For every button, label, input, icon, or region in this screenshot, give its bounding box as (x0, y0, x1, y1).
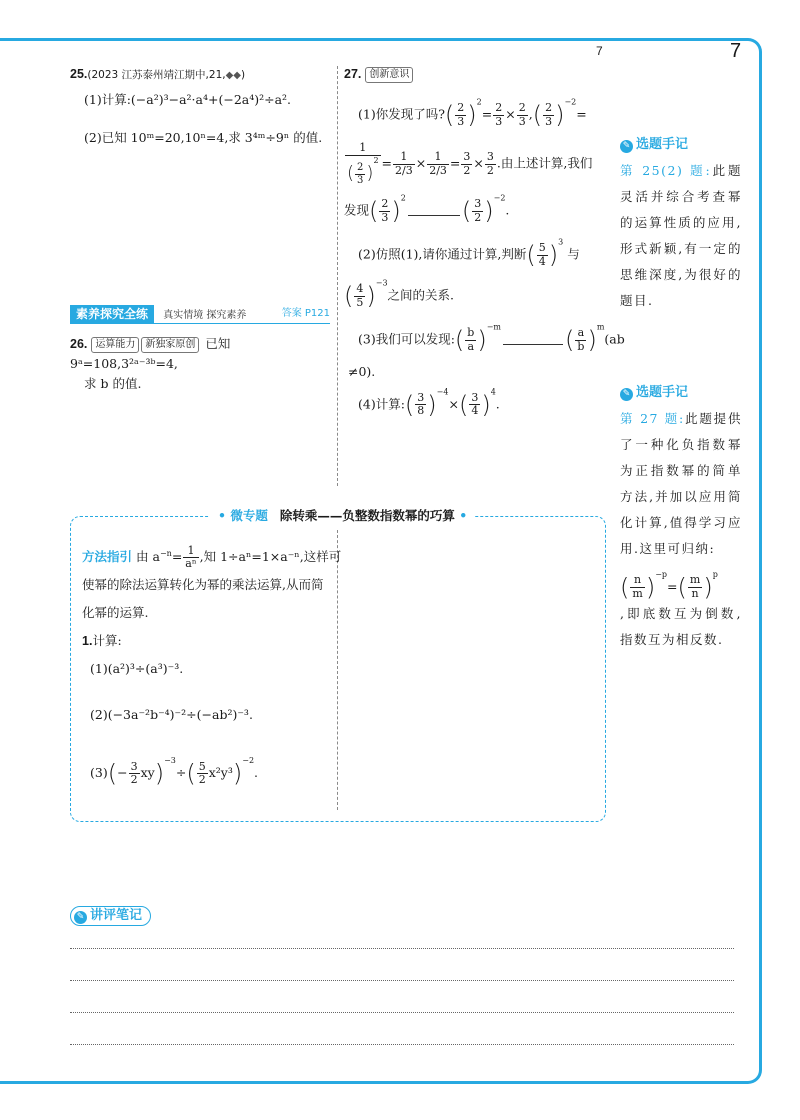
side-note-2 (620, 384, 742, 653)
section-banner (70, 305, 330, 323)
side-note-text: 此题灵活并综合考查幂的运算性质的应用,形式新颖,有一定的思维深度,为很好的题目. (620, 163, 742, 308)
micro-topic-heading: 除转乘——负整数指数幂的巧算 (279, 508, 455, 523)
question-25: 25.(2023 江苏泰州靖江期中,21,◆◆) (1)计算:(−a²)³−a²·a⁴+(−2a⁴)²÷a². (2)已知 10ᵐ=20,10ⁿ=4,求 3⁴ᵐ÷9ⁿ 的值. (70, 64, 332, 148)
skill-tag: 运算能力 (91, 337, 139, 353)
q27-part3-continued: ≠0). (348, 363, 376, 379)
question-number: 25. (70, 67, 88, 81)
q27-part1-conclusion: 发现( $\frac{2}{3}$ )$^2$ ( $\frac{3}{2}$ )$^{-2}$. (344, 193, 510, 226)
side-note-title: 选题手记 (636, 385, 689, 400)
q27-part2-continued: ( $\frac{4}{5}$ )$^{-3}$之间的关系. (344, 278, 455, 310)
question-26 (70, 334, 332, 394)
banner-underline (70, 323, 330, 324)
page-number: 7 (730, 40, 742, 62)
difficulty-icon: ◆◆ (225, 70, 241, 81)
question-source: (2023 江苏泰州靖江期中,21, (87, 69, 226, 81)
question-27 (344, 64, 625, 424)
q25-part2: (2)已知 10ᵐ=20,10ⁿ=4,求 3⁴ᵐ÷9ⁿ 的值. (84, 130, 323, 145)
q27-part3: (3)我们可以发现:( $\frac{b}{a}$ )$^{-m}$ ( $\frac{a}{b}$ )$^m$(ab (358, 322, 625, 355)
q25-part1-expression: (−a²)³−a²·a⁴+(−2a⁴)²÷a². (130, 92, 292, 107)
q25-part1-label: (1)计算: (84, 92, 131, 107)
note-line[interactable] (70, 980, 734, 981)
notes-icon: ✎ (74, 911, 87, 924)
q27-part2: (2)仿照(1),请你通过计算,判断( $\frac{5}{4}$ )$^3$ 与 (358, 238, 580, 270)
micro-topic-label: 微专题 (230, 508, 268, 523)
notebook-icon: ✎ (620, 140, 633, 153)
note-line[interactable] (70, 948, 734, 949)
q27-part1: (1)你发现了吗?( $\frac{2}{3}$ )$^2$= $\frac{2}{3}$ × $\frac{2}{3}$ ,( $\frac{2}{3}$ )$^{-2}$= (358, 97, 587, 129)
q26-text-1: 已知 9ᵃ=108,3²ᵃ⁻³ᵇ=4, (70, 336, 231, 371)
note-line[interactable] (70, 1012, 734, 1013)
micro-topic-title: • 微专题 除转乘——负整数指数幂的巧算 • (210, 506, 475, 526)
q27-part4: (4)计算:( $\frac{3}{8}$ )$^{-4}$×( $\frac{3}{4}$ )$^4$. (358, 387, 500, 419)
answer-reference: 答案 P121 (281, 308, 330, 319)
micro-item-2: (2)(−3a⁻²b⁻⁴)⁻²÷(−ab²)⁻³. (90, 707, 253, 723)
side-note-highlight: 第 25(2) 题: (620, 163, 712, 178)
side-note-text: 此题提供了一种化负指数幂为正指数幂的简单方法,并加以应用简化计算,值得学习应用.这里可归纳: (620, 411, 742, 556)
micro-item-3: (3)(− $\frac{3}{2}$ xy)$^{-3}$÷( $\frac{5}{2}$ x²y³)$^{-2}$. (90, 756, 259, 788)
original-tag: 新独家原创 (141, 337, 199, 353)
side-note-formula: ( $\frac{n}{m}$ )$^{-p}$=( $\frac{m}{n}$ )$^p$ (620, 570, 718, 602)
question-number: 27. (344, 67, 362, 81)
page-number-small: 7 (596, 44, 603, 58)
side-note-title: 选题手记 (636, 137, 689, 152)
micro-item-1: (1)(a²)³÷(a³)⁻³. (90, 661, 184, 677)
side-note-tail: ,即底数互为倒数,指数互为相反数. (620, 605, 742, 647)
q26-text-2: 求 b 的值. (84, 376, 142, 391)
banner-label: 素养探究全练 (70, 305, 154, 323)
note-line[interactable] (70, 1044, 734, 1045)
side-note-highlight: 第 27 题: (620, 411, 685, 426)
innovation-tag: 创新意识 (365, 67, 413, 83)
notebook-icon: ✎ (620, 388, 633, 401)
method-label: 方法指引 (82, 549, 133, 565)
answer-blank[interactable] (503, 335, 563, 345)
side-note-1 (620, 136, 742, 314)
banner-subtitle: 真实情境 探究素养 (163, 310, 247, 321)
review-notes-heading: ✎ 讲评笔记 (70, 906, 151, 926)
question-number: 26. (70, 337, 88, 351)
micro-method: 方法指引 由 $a^{-n}=$ $\frac{1}{\text{aⁿ}}$ ,知 1÷aⁿ=1×a⁻ⁿ,这样可 使幂的除法运算转化为幂的乘法运算,从而简 化幂的运算. 1.计算: (1)(a²)³÷(a³)⁻³. (2)(−3a⁻²b⁻⁴)⁻²÷(−ab²)⁻³. (3)(− $\frac{3}{2}$ xy)$^{-3}$÷( $\frac{5}{2}$ x²y³)$^{-2}$. (82, 543, 342, 788)
column-divider (337, 66, 338, 486)
q27-part1-continued: 1 ( $\frac{2}{3}$ )$^2$ = $\frac{1}{2/3}$ × $\frac{1}{2/3}$ = $\frac{3}{2}$ × $\frac{3}{2}$ .由上述计算,我们 (347, 141, 593, 186)
answer-blank[interactable] (408, 206, 460, 216)
